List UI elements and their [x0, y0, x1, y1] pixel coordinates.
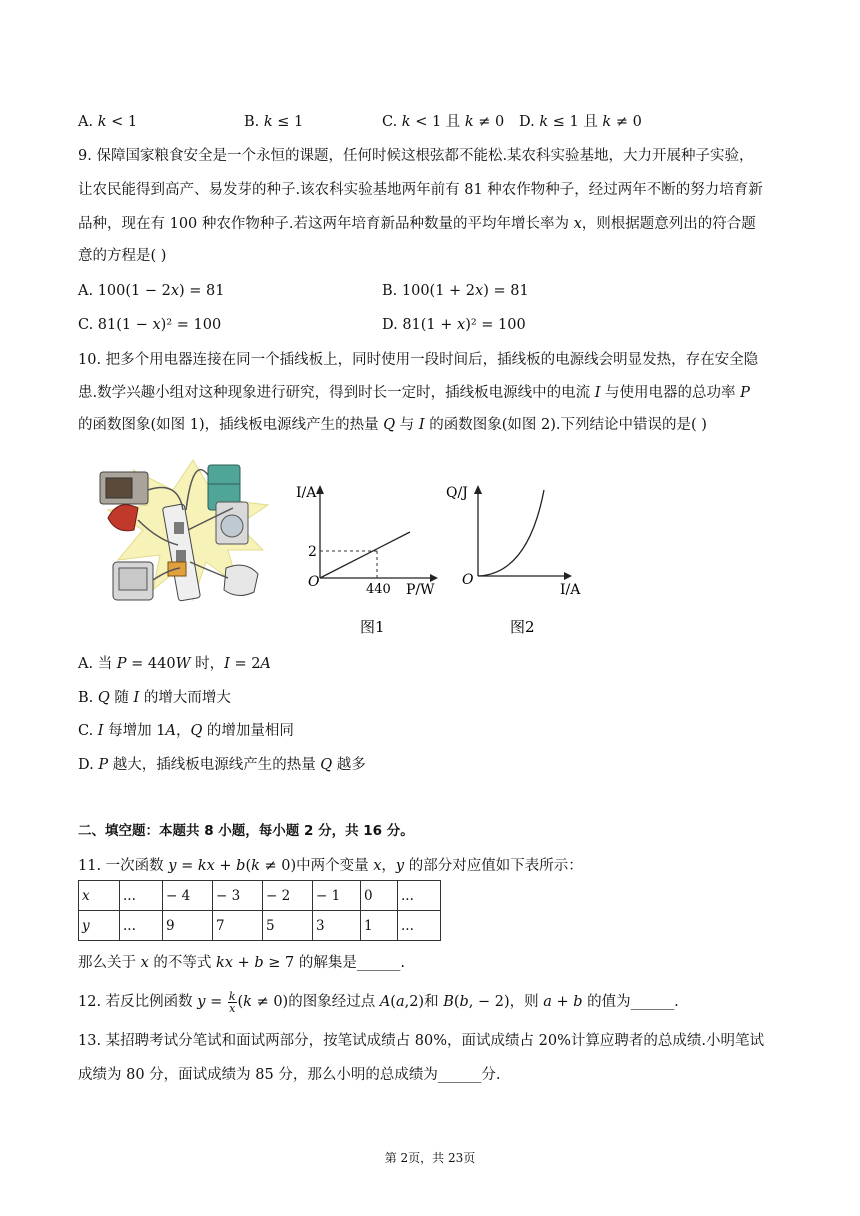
section-2-heading: 二、填空题：本题共 8 小题，每小题 2 分，共 16 分。 — [78, 823, 414, 839]
q9-option-c: C. 81(1 − 𝑥)² = 100 — [78, 317, 222, 333]
q11-question: 那么关于 𝑥 的不等式 𝑘𝑥 + 𝑏 ≥ 7 的解集是______. — [78, 955, 405, 971]
figure-1-ylabel: I/A — [296, 485, 317, 501]
table-row — [79, 881, 441, 911]
table-cell: 3 — [313, 911, 361, 941]
table-cell: ... — [398, 911, 441, 941]
q12-fraction-denominator: 𝑥 — [229, 1001, 236, 1015]
figure-1-origin: O — [308, 574, 320, 590]
q10-line-2: 患.数学兴趣小组对这种现象进行研究，得到时长一定时，插线板电源线中的电流 𝐼 与使用电器的总功率 𝑃 — [78, 385, 750, 401]
table-cell: 𝑦 — [79, 911, 120, 941]
figure-2-ylabel: Q/J — [446, 485, 468, 501]
table-cell: ... — [120, 881, 163, 911]
figure-1-y-mark: 2 — [308, 544, 317, 560]
q9-line-3: 品种，现在有 100 种农作物种子.若这两年培育新品种数量的平均年增长率为 𝑥，则根据题意列出的符合题 — [78, 216, 756, 232]
q10-line-3: 的函数图象(如图 1)，插线板电源线产生的热量 𝑄 与 𝐼 的函数图象(如图 2).下列结论中错误的是( ) — [78, 417, 707, 433]
q11-value-table — [78, 880, 441, 941]
q9-option-d: D. 81(1 + 𝑥)² = 100 — [382, 317, 526, 333]
q10-option-b: B. 𝑄 随 𝐼 的增大而增大 — [78, 690, 231, 706]
table-cell: ... — [120, 911, 163, 941]
q9-line-1: 9. 保障国家粮食安全是一个永恒的课题，任何时候这根弦都不能松.某农科实验基地，大力开展种子实验， — [78, 148, 754, 164]
appliances-illustration — [98, 450, 278, 615]
q8-option-a: A. 𝑘 < 1 — [78, 114, 138, 130]
figure-1-xlabel: P/W — [406, 582, 435, 598]
table-cell: 7 — [213, 911, 263, 941]
figure-2-graph — [440, 470, 600, 645]
q10-option-c: C. 𝐼 每增加 1𝐴，𝑄 的增加量相同 — [78, 723, 294, 739]
q10-option-d: D. 𝑃 越大，插线板电源线产生的热量 𝑄 越多 — [78, 757, 366, 773]
figure-1-caption: 图1 — [360, 618, 385, 636]
figure-2-xlabel: I/A — [560, 582, 581, 598]
q9-line-2: 让农民能得到高产、易发芽的种子.该农科实验基地两年前有 81 种农作物种子，经过两年不断的努力培育新 — [78, 182, 763, 198]
q13-line-2: 成绩为 80 分，面试成绩为 85 分，那么小明的总成绩为______分. — [78, 1067, 501, 1083]
q8-option-b: B. 𝑘 ≤ 1 — [244, 114, 304, 130]
figure-1-x-mark: 440 — [366, 582, 391, 597]
table-cell: 1 — [361, 911, 398, 941]
figure-1-graph — [290, 470, 450, 645]
page-footer: 第 2页，共 23页 — [384, 1151, 476, 1165]
q8-option-c: C. 𝑘 < 1 且 𝑘 ≠ 0 — [382, 114, 505, 130]
table-cell: − 2 — [263, 881, 313, 911]
q12-pre: 12. 若反比例函数 𝑦 = — [78, 994, 227, 1010]
q9-option-b: B. 100(1 + 2𝑥) = 81 — [382, 283, 529, 299]
q9-line-4: 意的方程是( ) — [78, 248, 167, 264]
q11-intro: 11. 一次函数 𝑦 = 𝑘𝑥 + 𝑏(𝑘 ≠ 0)中两个变量 𝑥，𝑦 的部分对应值如下表所示： — [78, 858, 583, 874]
q12-fraction — [228, 991, 237, 1014]
q10-option-a: A. 当 𝑃 = 440𝑊 时，𝐼 = 2𝐴 — [78, 656, 271, 672]
q13-line-1: 13. 某招聘考试分笔试和面试两部分，按笔试成绩占 80%，面试成绩占 20%计算应聘者的总成绩.小明笔试 — [78, 1033, 764, 1049]
table-cell: 0 — [361, 881, 398, 911]
table-cell: 9 — [163, 911, 213, 941]
table-cell: − 3 — [213, 881, 263, 911]
table-cell: 5 — [263, 911, 313, 941]
table-cell: ... — [398, 881, 441, 911]
q12-fraction-numerator: 𝑘 — [228, 989, 236, 1003]
figure-2-caption: 图2 — [510, 618, 535, 636]
q12-post: (𝑘 ≠ 0)的图象经过点 𝐴(𝑎,2)和 𝐵(𝑏, − 2)，则 𝑎 + 𝑏 的值为______. — [237, 994, 679, 1010]
table-cell: − 4 — [163, 881, 213, 911]
q9-option-a: A. 100(1 − 2𝑥) = 81 — [78, 283, 225, 299]
q10-line-1: 10. 把多个用电器连接在同一个插线板上，同时使用一段时间后，插线板的电源线会明显发热，存在安全隐 — [78, 352, 759, 368]
table-cell: 𝑥 — [79, 881, 120, 911]
table-cell: − 1 — [313, 881, 361, 911]
table-row — [79, 911, 441, 941]
q8-option-d: D. 𝑘 ≤ 1 且 𝑘 ≠ 0 — [519, 114, 642, 130]
figure-2-origin: O — [462, 572, 474, 588]
q12-line — [78, 990, 679, 1014]
